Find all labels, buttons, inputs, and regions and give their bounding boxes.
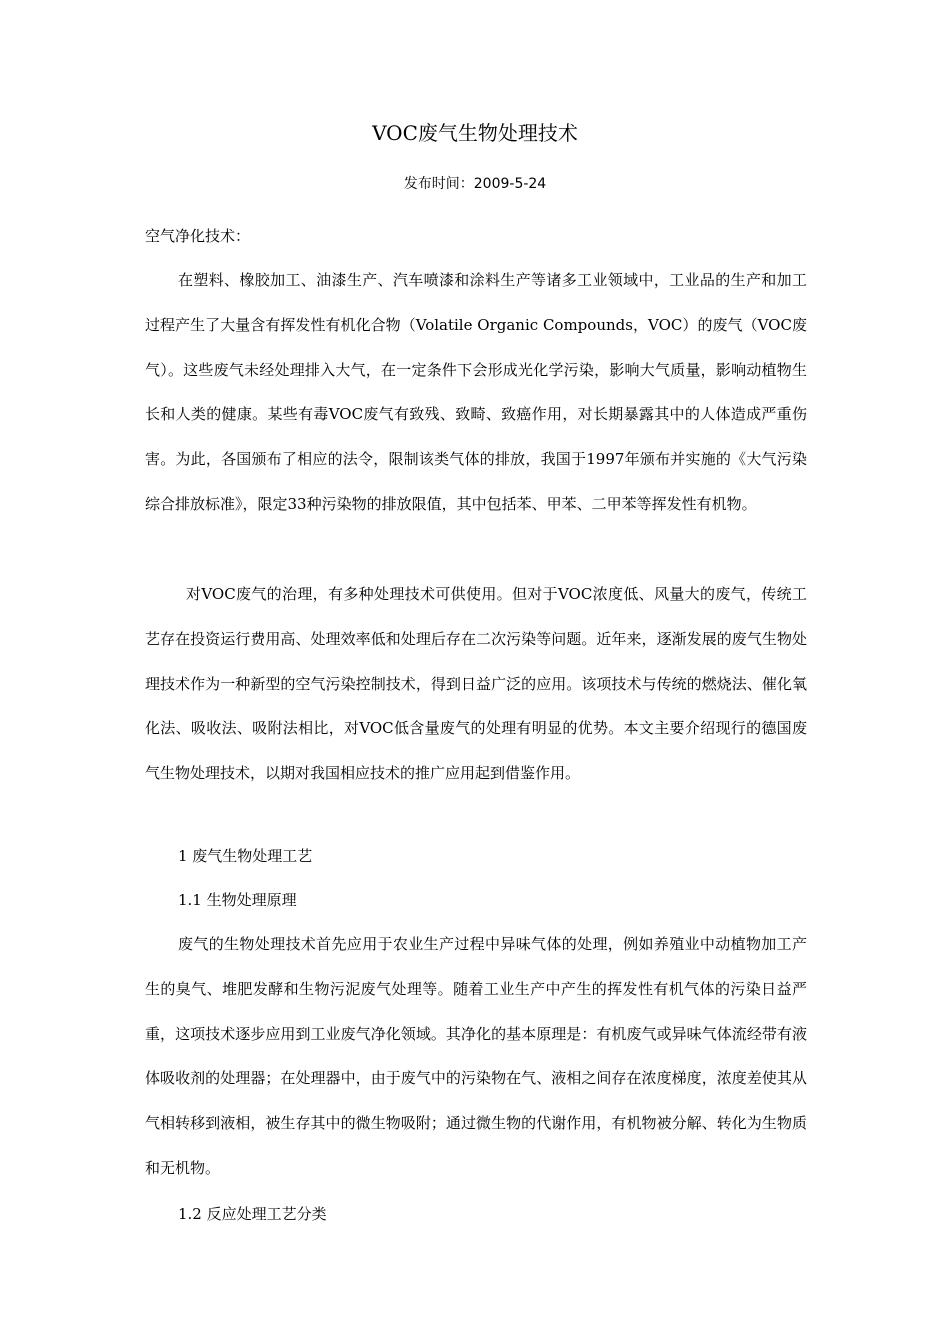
paragraph-treatment: 对VOC废气的治理，有多种处理技术可供使用。但对于VOC浓度低、风量大的废气，传统工艺存在投资运行费用高、处理效率低和处理后存在二次污染等问题。近年来，逐渐发展的废气生物处理技术作为一种新型的空气污染控制技术，得到日益广泛的应用。该项技术与传统的燃烧法、催化氧化法、吸收法、吸附法相比，对VOC低含量废气的处理有明显的优势。本文主要介绍现行的德国废气生物处理技术，以期对我国相应技术的推广应用起到借鉴作用。 (145, 585, 807, 783)
heading-section-1-2: 1.2 反应处理工艺分类 (178, 1205, 327, 1223)
document-title: VOC废气生物处理技术 (372, 121, 578, 145)
publish-date: 发布时间：2009-5-24 (403, 176, 547, 192)
heading-section-1-1: 1.1 生物处理原理 (178, 891, 297, 909)
paragraph-principle: 废气的生物处理技术首先应用于农业生产过程中异味气体的处理，例如养殖业中动植物加工产生的臭气、堆肥发酵和生物污泥废气处理等。随着工业生产中产生的挥发性有机气体的污染日益严重，这项技术逐步应用到工业废气净化领域。其净化的基本原理是：有机废气或异味气体流经带有液体吸收剂的处理器；在处理器中，由于废气中的污染物在气、液相之间存在浓度梯度，浓度差使其从气相转移到液相，被生存其中的微生物吸附；通过微生物的代谢作用，有机物被分解、转化为生物质和无机物。 (145, 935, 807, 1177)
section-label: 空气净化技术： (145, 227, 251, 245)
paragraph-intro: 在塑料、橡胶加工、油漆生产、汽车喷漆和涂料生产等诸多工业领域中，工业品的生产和加工过程产生了大量含有挥发性有机化合物（Volatile Organic Compounds，VOC）的废气（VOC废气）。这些废气未经处理排入大气，在一定条件下会形成光化学污染，影响大气质量，影响动植物生长和人类的健康。某些有毒VOC废气有致残、致畸、致癌作用，对长期暴露其中的人体造成严重伤害。为此，各国颁布了相应的法令，限制该类气体的排放，我国于1997年颁布并实施的《大气污染综合排放标准》，限定33种污染物的排放限值，其中包括苯、甲苯、二甲苯等挥发性有机物。 (145, 271, 807, 513)
heading-section-1: 1 废气生物处理工艺 (178, 847, 313, 865)
